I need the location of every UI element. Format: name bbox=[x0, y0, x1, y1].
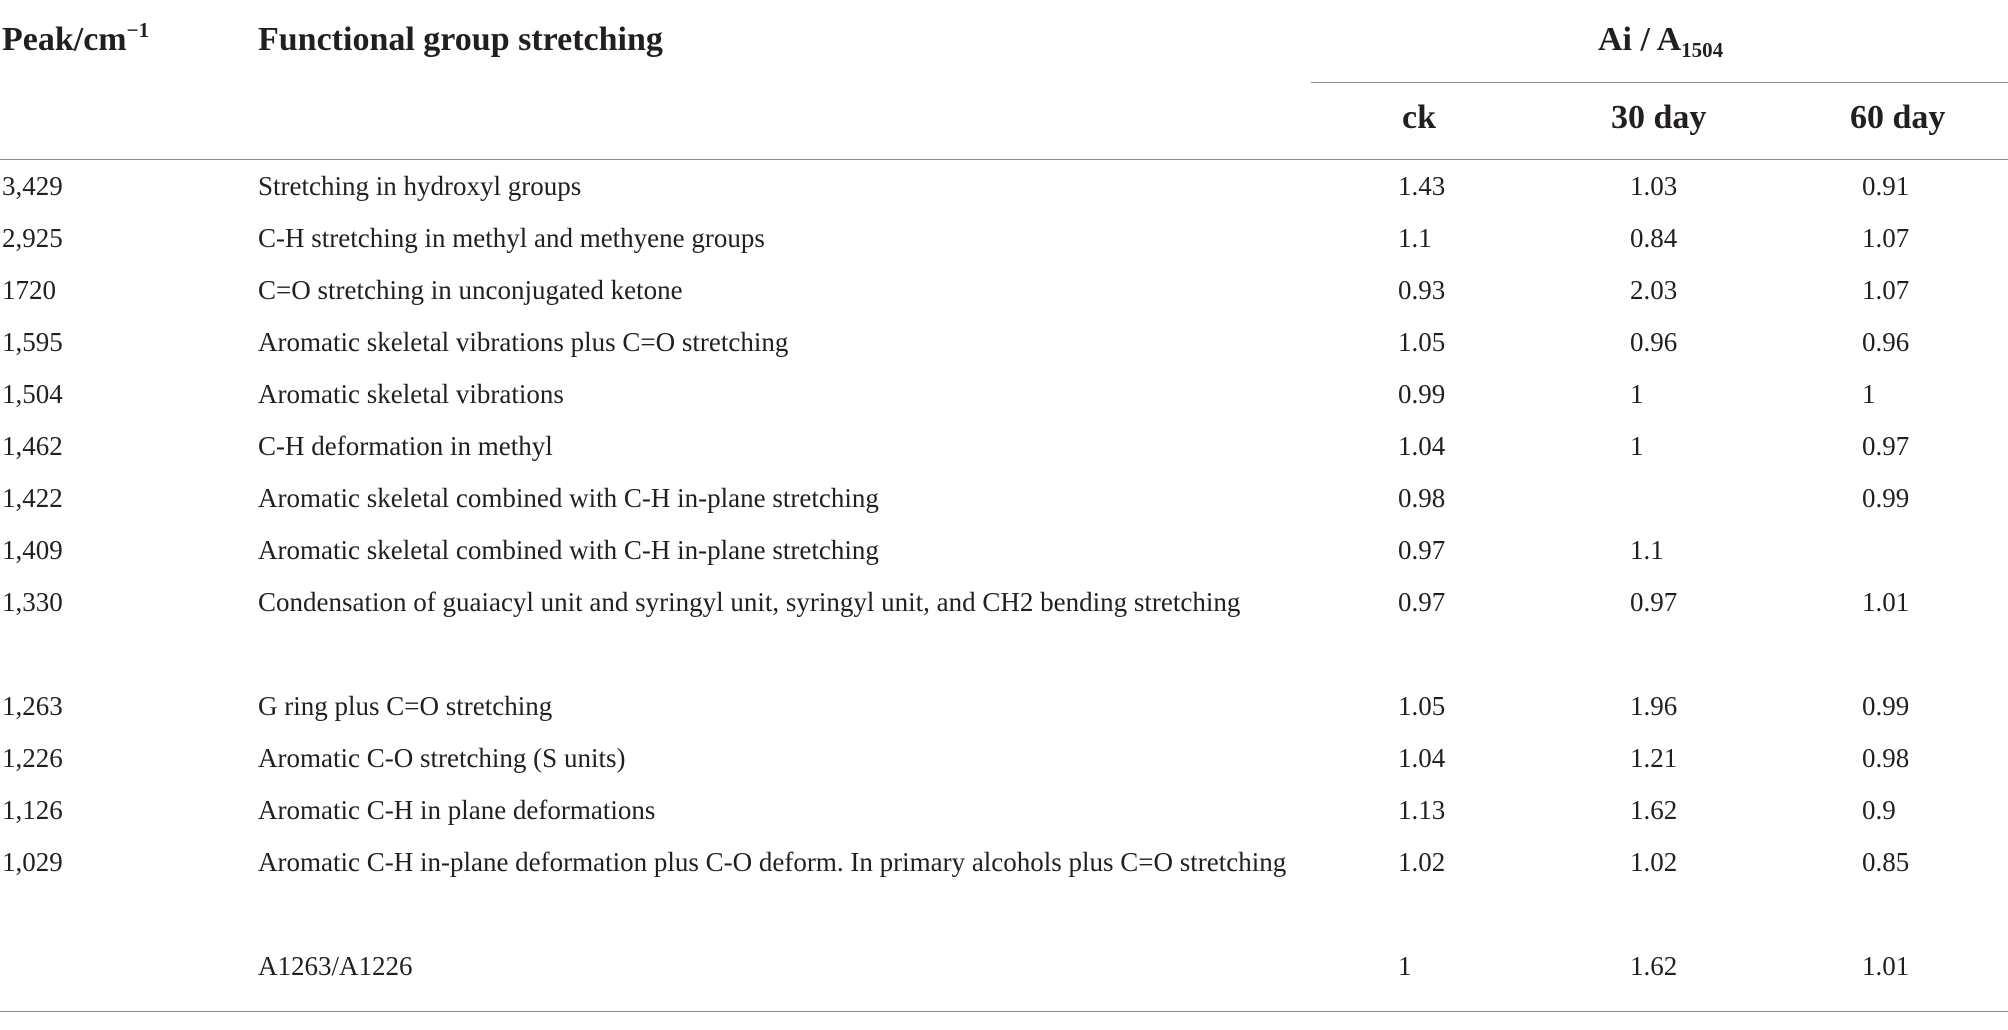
cell-ck: 1.04 bbox=[1398, 431, 1446, 461]
cell-functional-group: C=O stretching in unconjugated ketone bbox=[258, 275, 683, 305]
cell-30-day: 1.03 bbox=[1630, 171, 1678, 201]
header-peak-text: Peak/cm bbox=[2, 21, 127, 58]
table-row bbox=[0, 368, 2008, 420]
table-row bbox=[0, 316, 2008, 368]
cell-60-day: 0.85 bbox=[1862, 847, 1910, 877]
cell-ck: 1.05 bbox=[1398, 691, 1446, 721]
cell-peak: 1,029 bbox=[2, 847, 63, 877]
cell-functional-group: Condensation of guaiacyl unit and syringyl unit, syringyl unit, and CH2 bending stretching bbox=[258, 587, 1241, 617]
table-row bbox=[0, 576, 2008, 680]
cell-60-day: 0.97 bbox=[1862, 431, 1910, 461]
cell-peak: 3,429 bbox=[2, 171, 63, 201]
header-30-day: 30 day bbox=[1611, 99, 1707, 136]
cell-peak: 1,263 bbox=[2, 691, 63, 721]
header-60-day: 60 day bbox=[1850, 99, 1946, 136]
cell-30-day: 1.62 bbox=[1630, 951, 1678, 981]
cell-ck: 1.43 bbox=[1398, 171, 1446, 201]
cell-functional-group: Aromatic C-O stretching (S units) bbox=[258, 743, 626, 773]
cell-functional-group: C-H deformation in methyl bbox=[258, 431, 553, 461]
cell-peak: 2,925 bbox=[2, 223, 63, 253]
cell-30-day: 0.84 bbox=[1630, 223, 1678, 253]
cell-60-day: 0.99 bbox=[1862, 483, 1910, 513]
cell-functional-group: G ring plus C=O stretching bbox=[258, 691, 553, 721]
header-peak bbox=[2, 18, 149, 62]
cell-30-day: 1 bbox=[1630, 379, 1644, 409]
cell-60-day: 1.01 bbox=[1862, 951, 1910, 981]
cell-ck: 0.98 bbox=[1398, 483, 1446, 513]
cell-60-day: 1.07 bbox=[1862, 223, 1910, 253]
cell-ck: 1.05 bbox=[1398, 327, 1446, 357]
cell-30-day: 1.02 bbox=[1630, 847, 1678, 877]
cell-30-day: 0.97 bbox=[1630, 587, 1678, 617]
cell-functional-group: Aromatic skeletal combined with C-H in-plane stretching bbox=[258, 535, 879, 565]
cell-30-day: 0.96 bbox=[1630, 327, 1678, 357]
header-ratio-text: Ai / A bbox=[1598, 21, 1682, 58]
cell-peak: 1,462 bbox=[2, 431, 63, 461]
cell-peak: 1,330 bbox=[2, 587, 63, 617]
cell-ck: 0.93 bbox=[1398, 275, 1446, 305]
cell-functional-group: Stretching in hydroxyl groups bbox=[258, 171, 582, 201]
cell-60-day: 0.91 bbox=[1862, 171, 1910, 201]
cell-30-day: 1.96 bbox=[1630, 691, 1678, 721]
table-bottom-rule bbox=[0, 1011, 2008, 1012]
cell-functional-group: Aromatic skeletal combined with C-H in-plane stretching bbox=[258, 483, 879, 513]
cell-peak: 1,595 bbox=[2, 327, 63, 357]
cell-peak: 1720 bbox=[2, 275, 56, 305]
table-row bbox=[0, 836, 2008, 940]
cell-60-day: 0.9 bbox=[1862, 795, 1896, 825]
cell-peak: 1,422 bbox=[2, 483, 63, 513]
header-ratio-sub: 1504 bbox=[1681, 38, 1724, 62]
header-group-rule bbox=[1311, 82, 2008, 83]
cell-ck: 1.02 bbox=[1398, 847, 1446, 877]
cell-ck: 1.1 bbox=[1398, 223, 1432, 253]
table-row bbox=[0, 524, 2008, 576]
table-row bbox=[0, 732, 2008, 784]
table-row bbox=[0, 472, 2008, 524]
table-row bbox=[0, 940, 2008, 992]
cell-ck: 0.97 bbox=[1398, 535, 1446, 565]
table-row bbox=[0, 264, 2008, 316]
header-functional-group: Functional group stretching bbox=[258, 21, 663, 58]
cell-60-day: 0.96 bbox=[1862, 327, 1910, 357]
cell-functional-group: C-H stretching in methyl and methyene groups bbox=[258, 223, 765, 253]
table-row bbox=[0, 784, 2008, 836]
cell-30-day: 2.03 bbox=[1630, 275, 1678, 305]
cell-peak: 1,409 bbox=[2, 535, 63, 565]
cell-ck: 0.99 bbox=[1398, 379, 1446, 409]
cell-60-day: 1.07 bbox=[1862, 275, 1910, 305]
cell-functional-group: Aromatic C-H in-plane deformation plus C-O deform. In primary alcohols plus C=O stretching bbox=[258, 847, 1287, 877]
header-ratio bbox=[1598, 18, 1723, 62]
cell-60-day: 1 bbox=[1862, 379, 1876, 409]
cell-ck: 1 bbox=[1398, 951, 1412, 981]
cell-peak: 1,126 bbox=[2, 795, 63, 825]
cell-30-day: 1.62 bbox=[1630, 795, 1678, 825]
table-row bbox=[0, 212, 2008, 264]
table-row bbox=[0, 680, 2008, 732]
table-row bbox=[0, 160, 2008, 212]
cell-peak: 1,504 bbox=[2, 379, 63, 409]
cell-60-day: 0.99 bbox=[1862, 691, 1910, 721]
cell-60-day: 1.01 bbox=[1862, 587, 1910, 617]
cell-30-day: 1.1 bbox=[1630, 535, 1664, 565]
header-peak-sup: −1 bbox=[126, 18, 150, 42]
table-body bbox=[0, 160, 2008, 992]
cell-functional-group: Aromatic skeletal vibrations bbox=[258, 379, 564, 409]
cell-ck: 1.04 bbox=[1398, 743, 1446, 773]
cell-30-day: 1 bbox=[1630, 431, 1644, 461]
cell-ck: 0.97 bbox=[1398, 587, 1446, 617]
cell-ck: 1.13 bbox=[1398, 795, 1446, 825]
cell-functional-group: Aromatic C-H in plane deformations bbox=[258, 795, 656, 825]
cell-functional-group: Aromatic skeletal vibrations plus C=O stretching bbox=[258, 327, 789, 357]
cell-60-day: 0.98 bbox=[1862, 743, 1910, 773]
header-ck: ck bbox=[1402, 99, 1436, 136]
cell-30-day: 1.21 bbox=[1630, 743, 1678, 773]
cell-functional-group: A1263/A1226 bbox=[258, 951, 413, 981]
table-row bbox=[0, 420, 2008, 472]
cell-peak: 1,226 bbox=[2, 743, 63, 773]
